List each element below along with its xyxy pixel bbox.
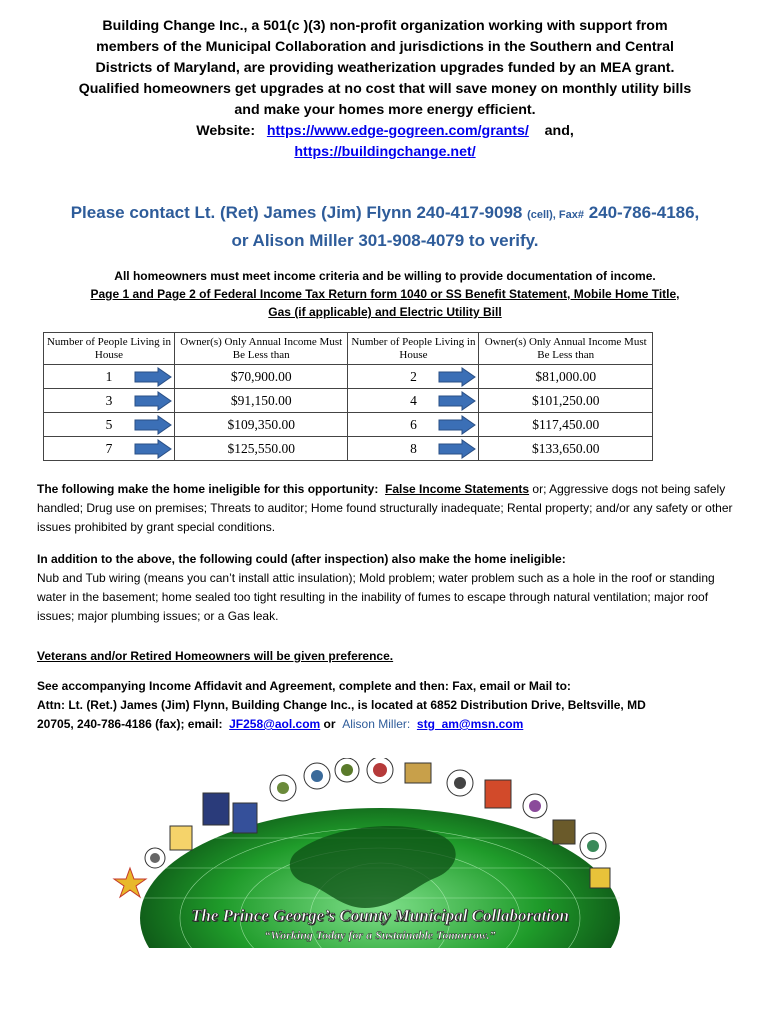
star-logo-icon [114,868,146,897]
contact-fax-number: 240-786-4186, [588,203,700,222]
intro-line: members of the Municipal Collaboration and jurisdictions in the Southern and Central [96,39,674,55]
income-b-cell: $101,250.00 [479,389,653,413]
people-count: 3 [105,392,113,408]
people-count: 1 [105,368,113,384]
inspection-paragraph [37,550,737,626]
collaboration-motto: “Working Today for a Sustainable Tomorrow.” [264,928,496,942]
buildingchange-link[interactable]: https://buildingchange.net/ [294,144,476,160]
website-line [30,121,740,142]
intro-line: Districts of Maryland, are providing weatherization upgrades funded by an MEA grant. [95,60,675,76]
people-count: 7 [105,440,113,456]
veterans-preference: Veterans and/or Retired Homeowners will be given preference. [37,649,394,663]
income-a-cell: $91,150.00 [174,389,348,413]
header-income-a: Owner(s) Only Annual Income Must Be Less than [174,333,348,365]
right-arrow-icon [134,439,172,459]
income-criteria [30,267,740,321]
send-line-1: See accompanying Income Affidavit and Agreement, complete and then: Fax, email or Mail to: [37,679,571,693]
contact-flynn: Please contact Lt. (Ret) James (Jim) Flynn 240-417-9098 [70,203,523,222]
people-b-cell [348,365,479,389]
right-arrow-icon [438,367,476,387]
criteria-line-3: Gas (if applicable) and Electric Utility Bill [268,305,502,319]
submission-instructions [37,677,737,734]
people-b-cell [348,437,479,461]
intro-line: and make your homes more energy efficient. [234,102,536,118]
people-a-cell [44,437,175,461]
right-arrow-icon [134,391,172,411]
table-header-row [44,333,653,365]
table-row [44,389,653,413]
header-people-a: Number of People Living in House [44,333,175,365]
header-income-b: Owner(s) Only Annual Income Must Be Less than [479,333,653,365]
people-a-cell [44,413,175,437]
ineligibility-paragraph [37,480,737,537]
income-a-cell: $70,900.00 [174,365,348,389]
people-b-cell [348,413,479,437]
right-arrow-icon [438,415,476,435]
people-count: 5 [105,416,113,432]
ineligible-rest: or; Aggressive dogs not being safely handled; Drug use on premises; Threats to auditor; Home found structurally inadequate; Rental property; and/or any safety or other issues prohibited by grant special conditions. [37,482,733,534]
edge-gogreen-link[interactable]: https://www.edge-gogreen.com/grants/ [266,123,529,139]
table-row [44,365,653,389]
people-count: 2 [410,368,417,384]
globe-icon [140,808,620,948]
or-text: or [323,717,336,731]
right-arrow-icon [134,367,172,387]
income-b-cell: $133,650.00 [479,437,653,461]
website-label: Website: [196,123,256,139]
people-count: 6 [410,416,417,432]
table-row [44,437,653,461]
collaboration-title: The Prince George’s County Municipal Collaboration [191,906,569,925]
header-people-b: Number of People Living in House [348,333,479,365]
right-arrow-icon [134,415,172,435]
contact-cell-fax-label: (cell), Fax# [527,209,584,221]
people-a-cell [44,365,175,389]
address-fax: 20705, 240-786-4186 (fax); email: [37,717,223,731]
intro-line: Building Change Inc., a 501(c )(3) non-profit organization working with support from [102,18,668,34]
send-line-3 [37,715,737,734]
people-count: 4 [410,392,417,408]
send-line-2: Attn: Lt. (Ret.) James (Jim) Flynn, Building Change Inc., is located at 6852 Distribution Drive, Beltsville, MD [37,698,646,712]
intro-paragraph [30,16,740,163]
income-limit-table [43,332,653,461]
email-flynn-link[interactable]: JF258@aol.com [229,717,321,731]
intro-line: Qualified homeowners get upgrades at no cost that will save money on monthly utility bills [78,81,692,97]
inspection-lead: In addition to the above, the following could (after inspection) also make the home ineligible: [37,552,566,566]
income-b-cell: $117,450.00 [479,413,653,437]
income-a-cell: $125,550.00 [174,437,348,461]
website-and: and, [544,123,574,139]
people-count: 8 [410,440,417,456]
alison-label: Alison Miller: [342,717,411,731]
people-a-cell [44,389,175,413]
website-line-2 [30,142,740,163]
criteria-line-2: Page 1 and Page 2 of Federal Income Tax Return form 1040 or SS Benefit Statement, Mobile Home Title, [90,287,680,301]
right-arrow-icon [438,391,476,411]
inspection-body: Nub and Tub wiring (means you can’t install attic insulation); Mold problem; water problem such as a hole in the roof or standing water in the basement; home sealed too tight resulting in the inability of fumes to escape through natural ventilation; major roof issues; major plumbing issues; or a Gas leak. [37,571,715,623]
criteria-line-1: All homeowners must meet income criteria and be willing to provide documentation of income. [114,269,656,283]
contact-line-2: or Alison Miller 301-908-4079 to verify. [231,231,539,250]
false-income-statements: False Income Statements [385,482,530,496]
right-arrow-icon [438,439,476,459]
income-b-cell: $81,000.00 [479,365,653,389]
income-a-cell: $109,350.00 [174,413,348,437]
ineligible-lead: The following make the home ineligible for this opportunity: [37,482,379,496]
email-alison-link[interactable]: stg_am@msn.com [416,717,524,731]
people-b-cell [348,389,479,413]
contact-line-1 [20,200,750,228]
table-row [44,413,653,437]
contact-heading [20,200,750,254]
